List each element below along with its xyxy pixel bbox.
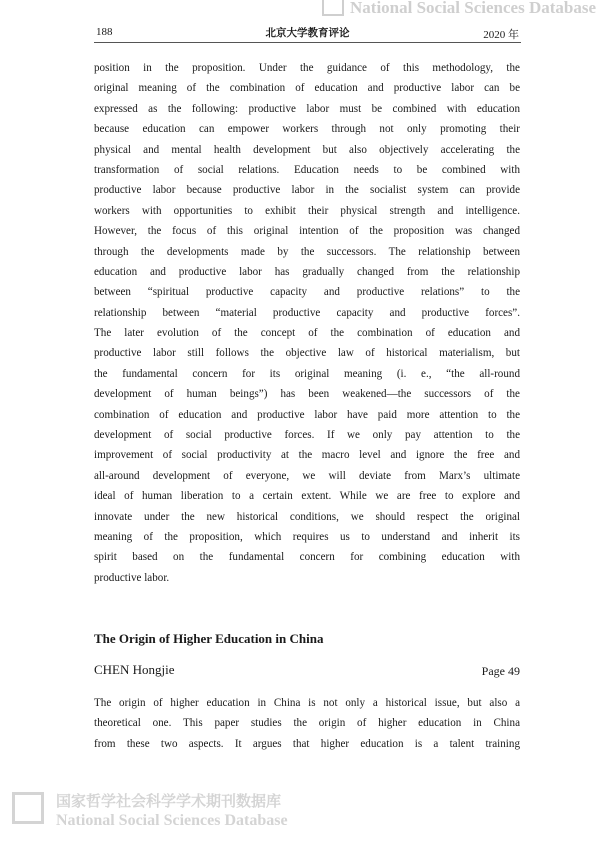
database-logo-icon [322,0,344,16]
body-line: the fundamental concern for its original meaning (i. e., “the all-round [94,367,520,380]
author-name: CHEN Hongjie [94,662,175,677]
body-line: workers with opportunities to exhibit their physical strength and intelligence. [94,204,520,217]
body-line: improvement of social productivity at the macro level and ignore the free and [94,449,520,462]
abstract-line: The origin of higher education in China is not only a historical issue, but also a [94,697,520,709]
body-line: productive labor because productive labor in the socialist system can provide [94,184,520,197]
body-line: all-around development of everyone, we will deviate from Marx’s ultimate [94,469,520,482]
body-line: development of human beings”) has been weakened—the successors of the [94,388,520,401]
watermark-cn-text: 国家哲学社会科学学术期刊数据库 [56,792,282,810]
body-line: development of social productive forces. If we only pay attention to the [94,429,520,442]
abstract-paragraph [94,693,520,754]
publication-year: 2020 年 [483,29,519,41]
body-line: expressed as the following: productive labor must be combined with education [94,102,520,115]
body-paragraph [94,58,520,588]
abstract-line: from these two aspects. It argues that higher education is a talent training [94,737,520,750]
body-line: innovate under the new historical conditions, we should respect the original [94,510,520,523]
body-line: original meaning of the combination of education and productive labor can be [94,82,520,95]
abstract-line: theoretical one. This paper studies the origin of higher education in China [94,717,520,730]
body-line: However, the focus of this original intention of the proposition was changed [94,225,520,238]
body-line: combination of education and productive labor have paid more attention to the [94,408,520,421]
body-line: because education can empower workers through not only promoting their [94,123,520,136]
body-line: The later evolution of the concept of the combination of education and [94,327,520,340]
body-line: spirit based on the fundamental concern for combining education with [94,551,520,564]
body-line: physical and mental health development but also objectively accelerating the [94,143,520,156]
watermark-top [322,0,596,18]
journal-title: 北京大学教育评论 [265,27,350,39]
watermark-top-text: National Social Sciences Database [350,0,597,17]
section-title: The Origin of Higher Education in China [94,631,324,646]
body-line: productive labor. [94,571,170,584]
body-line: between “spiritual productive capacity and productive relations” to the [94,286,520,299]
running-header [94,24,521,43]
watermark-en-text: National Social Sciences Database [56,812,288,829]
body-line: through the developments made by the successors. The relationship between [94,245,520,258]
body-line: transformation of social relations. Education needs to be combined with [94,163,520,176]
body-line: meaning of the proposition, which requires us to understand and inherit its [94,530,520,543]
page-number: 188 [96,26,113,38]
page-reference: Page 49 [481,664,520,678]
body-line: ideal of human liberation to a certain extent. While we are free to explore and [94,490,520,503]
body-line: education and productive labor has gradually changed from the relationship [94,265,520,278]
body-line: position in the proposition. Under the guidance of this methodology, the [94,62,520,74]
body-line: relationship between “material productive capacity and productive forces”. [94,306,520,319]
body-line: productive labor still follows the objective law of historical materialism, but [94,347,520,360]
database-logo-icon [12,792,44,824]
